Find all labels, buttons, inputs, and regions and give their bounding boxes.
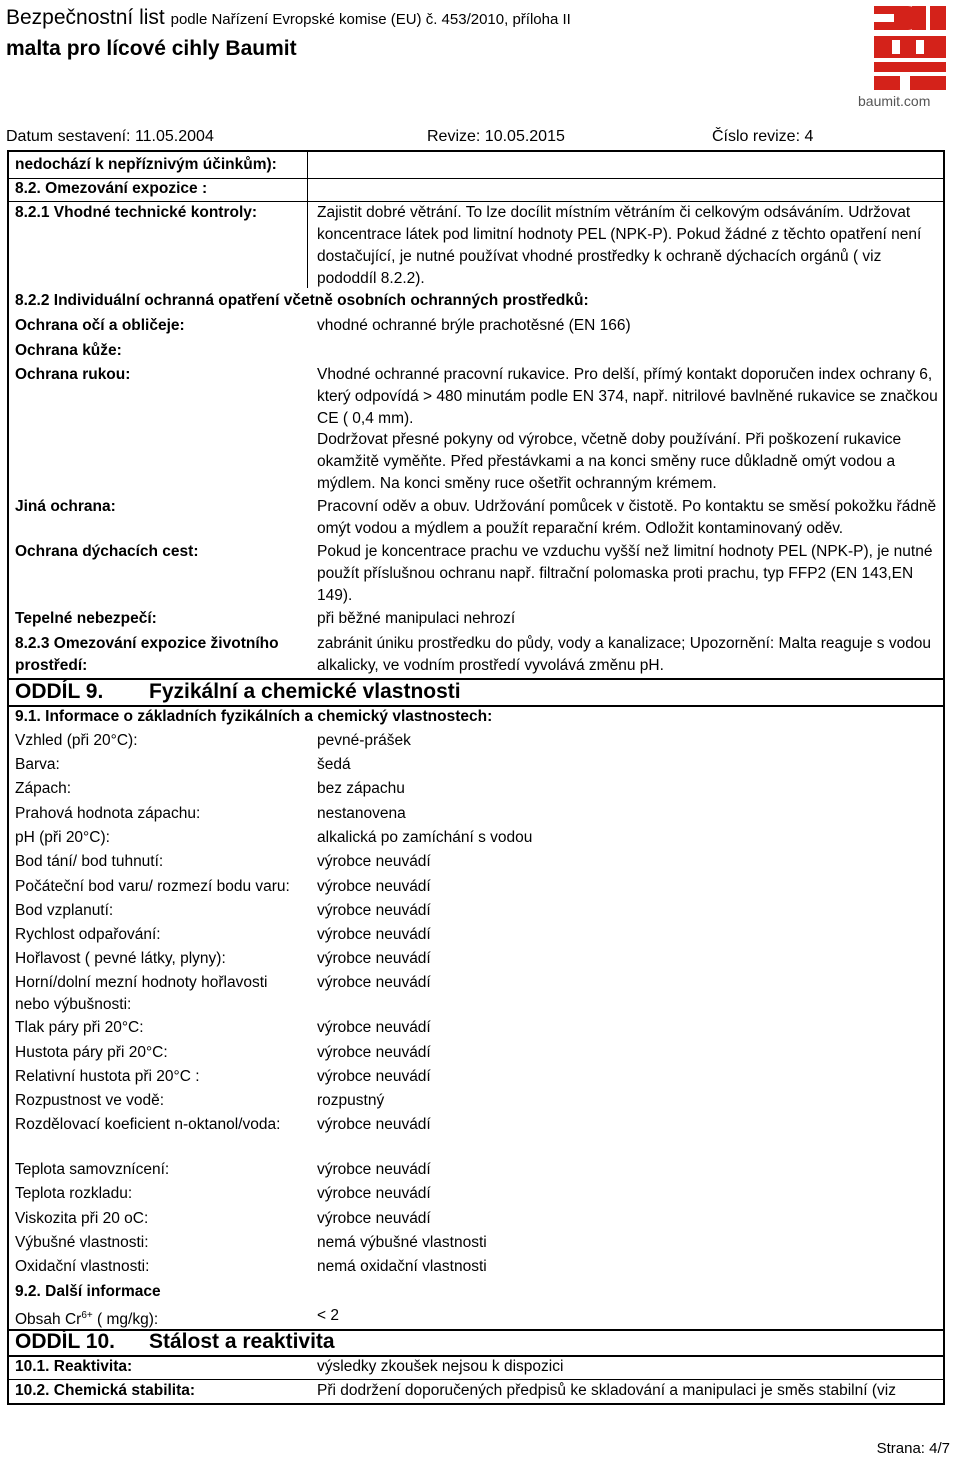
section-8-2-1-value: Zajistit dobré větrání. To lze docílit místním větráním či celkovým odsáváním. Udržovat koncentrace látek pod limitní hodnoty PEL (NPK-P). Pokud žádné z těchto opatření není dostačující, je nutné používat vhodné prostředky k ochraně dýchacích orgánů ( viz pododdíl 8.2.2). (317, 204, 922, 287)
property-label: Tlak páry při 20°C: (15, 1019, 144, 1036)
other-protection-label: Jiná ochrana: (15, 498, 116, 515)
property-label: Viskozita při 20 oC: (15, 1210, 149, 1227)
section-8-2-1-label: 8.2.1 Vhodné technické kontroly: (15, 204, 258, 221)
property-value: výrobce neuvádí (317, 878, 431, 895)
reactivity-value: výsledky zkoušek nejsou k dispozici (317, 1358, 564, 1375)
property-value: výrobce neuvádí (317, 974, 431, 991)
environmental-exposure-label: 8.2.3 Omezování expozice životního prostředí: (15, 635, 279, 674)
regulation-reference: podle Nařízení Evropské komise (EU) č. 453/2010, příloha II (170, 11, 571, 28)
property-label: Oxidační vlastnosti: (15, 1258, 150, 1275)
property-label: Výbušné vlastnosti: (15, 1234, 149, 1251)
respiratory-protection-value: Pokud je koncentrace prachu ve vzduchu vyšší než limitní hodnoty PEL (NPK-P), je nutné použít příslušnou ochranu např. filtrační polomaska proti prachu, typ FFP2 (EN 143,EN 149). (317, 543, 933, 604)
reactivity-label: 10.1. Reaktivita: (15, 1358, 133, 1375)
property-value: výrobce neuvádí (317, 1019, 431, 1036)
property-label: Rychlost odpařování: (15, 926, 161, 943)
property-label: Vzhled (při 20°C): (15, 732, 138, 749)
thermal-hazard-value: při běžné manipulaci nehrozí (317, 610, 516, 627)
respiratory-protection-label: Ochrana dýchacích cest: (15, 543, 199, 560)
document-title-line (6, 6, 571, 30)
property-label: Teplota rozkladu: (15, 1185, 133, 1202)
property-label: Rozdělovací koeficient n-oktanol/voda: (15, 1116, 281, 1133)
property-label: Bod tání/ bod tuhnutí: (15, 853, 164, 870)
hand-protection-label: Ochrana rukou: (15, 366, 131, 383)
chemical-stability-value: Při dodržení doporučených předpisů ke skladování a manipulaci je směs stabilní (viz (317, 1382, 896, 1399)
property-label: Bod vzplanutí: (15, 902, 114, 919)
property-label: Relativní hustota při 20°C : (15, 1068, 200, 1085)
other-protection-value: Pracovní oděv a obuv. Udržování pomůcek v čistotě. Po kontaktu se směsí pokožku řádně omýt vodou a mýdlem a použít reparační krém. Odložit kontaminovaný oděv. (317, 498, 937, 537)
eye-protection-value: vhodné ochranné brýle prachotěsné (EN 166) (317, 317, 631, 334)
property-label: Barva: (15, 756, 60, 773)
skin-protection-label: Ochrana kůže: (15, 342, 122, 359)
chromium-content-value: < 2 (317, 1307, 339, 1324)
property-label: Prahová hodnota zápachu: (15, 805, 201, 822)
property-value: výrobce neuvádí (317, 1068, 431, 1085)
section-8-2-2-heading: 8.2.2 Individuální ochranná opatření včetně osobních ochranných prostředků: (15, 292, 589, 309)
property-label: Teplota samovznícení: (15, 1161, 170, 1178)
property-label: Hustota páry při 20°C: (15, 1044, 168, 1061)
property-value: alkalická po zamíchání s vodou (317, 829, 533, 846)
hand-protection-value-1: Vhodné ochranné pracovní rukavice. Pro delší, přímý kontakt doporučen index ochrany 6, který odpovídá > 480 minutám podle EN 374, např. nitrilové bavlněné rukavice se značkou CE ( 0,4 mm). (317, 366, 938, 427)
property-value: výrobce neuvádí (317, 1116, 431, 1133)
property-value: nemá oxidační vlastnosti (317, 1258, 487, 1275)
section-9-heading (15, 680, 461, 704)
property-value: šedá (317, 756, 351, 773)
property-value: výrobce neuvádí (317, 853, 431, 870)
section-divider (7, 1329, 945, 1331)
chemical-stability-label: 10.2. Chemická stabilita: (15, 1382, 196, 1399)
property-label: Počáteční bod varu/ rozmezí bodu varu: (15, 878, 290, 895)
section-9-1-heading: 9.1. Informace o základních fyzikálních a chemický vlastnostech: (15, 708, 493, 725)
section-10-number: ODDÍL 10. (15, 1330, 115, 1353)
section8-continued-text: nedochází k nepříznivým účinkům): (15, 156, 277, 173)
property-label: pH (při 20°C): (15, 829, 110, 846)
environmental-exposure-value: zabránit úniku prostředku do půdy, vody a kanalizace; Upozornění: Malta reaguje s vodou alkalicky, ve vodním prostředí vyvolává změnu pH. (317, 635, 932, 674)
document-title: Bezpečnostní list (6, 6, 165, 29)
section-9-number: ODDÍL 9. (15, 680, 104, 703)
property-value: pevné-prášek (317, 732, 411, 749)
thermal-hazard-label: Tepelné nebezpečí: (15, 610, 157, 627)
baumit-logo-icon (860, 2, 948, 94)
property-value: bez zápachu (317, 780, 405, 797)
logo-url: baumit.com (858, 93, 931, 109)
property-value: výrobce neuvádí (317, 902, 431, 919)
property-value: výrobce neuvádí (317, 1161, 431, 1178)
property-value: výrobce neuvádí (317, 926, 431, 943)
property-value: výrobce neuvádí (317, 950, 431, 967)
property-value: výrobce neuvádí (317, 1044, 431, 1061)
section-divider (7, 678, 945, 680)
property-value: rozpustný (317, 1092, 385, 1109)
hand-protection-value-2: Dodržovat přesné pokyny od výrobce, včetně doby používání. Při poškození rukavice okamžitě vyměňte. Před přestávkami a na konci směny ruce důkladně omýt vodou a mýdlem. Na konci směny ruce ošetřit ochranným krémem. (317, 431, 902, 492)
property-value: nemá výbušné vlastnosti (317, 1234, 487, 1251)
section-9-title: Fyzikální a chemické vlastnosti (149, 680, 461, 703)
baumit-logo (860, 2, 948, 94)
property-value: výrobce neuvádí (317, 1210, 431, 1227)
revision-number: Číslo revize: 4 (712, 128, 814, 145)
property-label: Hořlavost ( pevné látky, plyny): (15, 950, 226, 967)
section-8-2-heading: 8.2. Omezování expozice : (15, 180, 208, 197)
chromium-content-label: Obsah $Cr^{6+}$ ( mg/kg): (15, 1310, 159, 1329)
product-name: malta pro lícové cihly Baumit (6, 37, 297, 60)
property-value: výrobce neuvádí (317, 1185, 431, 1202)
property-label: Zápach: (15, 780, 72, 797)
page-number: Strana: 4/7 (876, 1440, 950, 1457)
eye-protection-label: Ochrana očí a obličeje: (15, 317, 185, 334)
section-10-title: Stálost a reaktivita (149, 1330, 335, 1353)
date-created: Datum sestavení: 11.05.2004 (6, 128, 214, 145)
property-label: Rozpustnost ve vodě: (15, 1092, 165, 1109)
property-label: Horní/dolní mezní hodnoty hořlavosti nebo výbušnosti: (15, 974, 268, 1013)
column-divider (307, 150, 308, 288)
section-10-heading (15, 1330, 335, 1354)
revision-date: Revize: 10.05.2015 (427, 128, 565, 145)
property-value: nestanovena (317, 805, 406, 822)
section-9-2-heading: 9.2. Další informace (15, 1283, 161, 1300)
